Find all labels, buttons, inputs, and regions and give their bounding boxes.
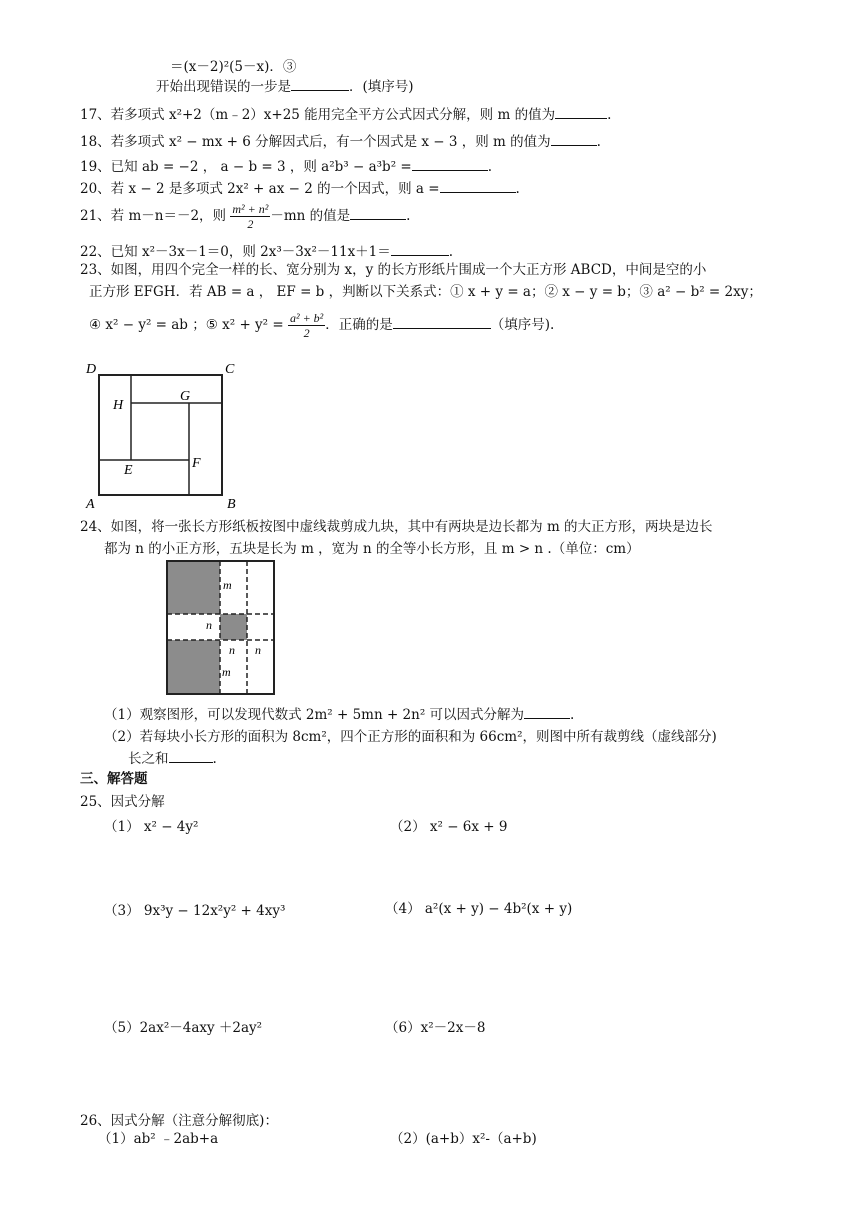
q25-part5: （5）2ax²－4axy ＋2ay² <box>104 1020 263 1036</box>
fig24-label-n-right: n <box>255 643 261 657</box>
q16-line2 <box>156 76 414 96</box>
q23-line3-end: （填序号). <box>490 317 555 333</box>
q16-line1: ＝(x－2)²(5－x)．③ <box>170 59 297 75</box>
fig24-label-m-bottom: m <box>222 665 231 679</box>
q23-answer-blank[interactable] <box>393 314 491 329</box>
q23-line2: 正方形 EFGH．若 AB = a ， EF = b ，判断以下关系式：① x + y = a；② x − y = b；③ a² − b² = 2xy； <box>89 284 762 300</box>
q16-line2-suffix: ．(填序号) <box>349 79 414 95</box>
fig24-label-m-top: m <box>223 578 232 592</box>
q17-end: . <box>607 107 612 123</box>
q16-line2-prefix: 开始出现错误的一步是 <box>156 79 291 95</box>
q21-fraction-numerator: m² + n² <box>232 202 269 216</box>
q24-sub2-answer-blank[interactable] <box>169 748 213 763</box>
fig23-label-H: H <box>113 398 124 413</box>
q21-suffix: －mn 的值是 <box>270 208 351 224</box>
q23-line3-suffix: ．正确的是 <box>325 317 393 333</box>
q23-line3 <box>89 307 554 343</box>
q23-fraction <box>288 311 325 340</box>
q23-fraction-denominator: 2 <box>303 326 310 340</box>
q24-line1: 24、如图，将一张长方形纸板按图中虚线裁剪成九块，其中有两块是边长都为 m 的大正方形，两块是边长 <box>80 519 713 535</box>
q18-answer-blank[interactable] <box>551 131 597 146</box>
q24-line2: 都为 n 的小正方形，五块是长为 m ，宽为 n 的全等小长方形，且 m > n .（单位：cm） <box>104 541 640 557</box>
q24-sub2-line2 <box>128 748 217 768</box>
q21-answer-blank[interactable] <box>350 205 406 220</box>
q18-end: . <box>596 134 601 150</box>
q18-text: 18、若多项式 x² − mx + 6 分解因式后，有一个因式是 x − 3 ，则 m 的值为 <box>80 134 551 150</box>
q18 <box>80 131 601 151</box>
q24-sub1-answer-blank[interactable] <box>524 704 570 719</box>
q23-line3-prefix: ④ x² − y² = ab ；⑤ x² + y² = <box>89 317 284 333</box>
q20 <box>80 178 520 198</box>
q19-answer-blank[interactable] <box>412 156 488 171</box>
q23-line1: 23、如图，用四个完全一样的长、宽分别为 x，y 的长方形纸片围成一个大正方形 ABCD，中间是空的小 <box>80 262 707 278</box>
q24-sub2-end: . <box>212 751 217 767</box>
q24-sub1 <box>104 704 574 724</box>
q25-part1: （1） x² − 4y² <box>104 819 199 835</box>
section-3-heading: 三、解答题 <box>80 771 148 787</box>
q25-part6: （6）x²－2x－8 <box>385 1020 486 1036</box>
q21-fraction <box>230 202 270 231</box>
q24-sub1-text: （1）观察图形，可以发现代数式 2m² + 5mn + 2n² 可以因式分解为 <box>104 707 525 723</box>
q20-text: 20、若 x − 2 是多项式 2x² + ax − 2 的一个因式，则 a = <box>80 181 440 197</box>
fig23-label-A: A <box>86 497 95 512</box>
q26-part1: （1）ab² ﹣2ab+a <box>98 1131 219 1147</box>
fig23-label-D: D <box>86 362 97 377</box>
q25-title: 25、因式分解 <box>80 794 165 810</box>
q22-end: . <box>448 244 454 260</box>
q22-text: 22、已知 x²－3x－1＝0，则 2x³－3x²－11x＋1＝ <box>80 244 391 260</box>
q21-prefix: 21、若 m－n＝－2，则 <box>80 208 227 224</box>
q19-text: 19、已知 ab = −2 ， a − b = 3 ，则 a²b³ − a³b² = <box>80 159 412 175</box>
figure-23-square-diagram <box>80 356 250 512</box>
fig23-label-F: F <box>192 456 201 471</box>
fig23-label-E: E <box>124 463 133 478</box>
q17 <box>80 104 611 124</box>
q22-answer-blank[interactable] <box>391 241 449 256</box>
fig24-label-n-mid: n <box>229 643 235 657</box>
fig23-label-B: B <box>227 497 236 512</box>
figure-24-cutting-diagram <box>165 559 277 697</box>
q19-end: . <box>487 159 493 175</box>
q21-fraction-denominator: 2 <box>247 217 254 231</box>
q17-text: 17、若多项式 x²+2（m﹣2）x+25 能用完全平方公式因式分解，则 m 的值为 <box>80 107 556 123</box>
q23-fraction-numerator: a² + b² <box>289 311 324 325</box>
q20-end: . <box>515 181 520 197</box>
q24-sub1-end: . <box>570 707 575 723</box>
q26-title: 26、因式分解（注意分解彻底)： <box>80 1113 278 1129</box>
q25-part4: （4） a²(x + y) − 4b²(x + y) <box>385 901 573 917</box>
q21-end: . <box>406 208 411 224</box>
q16-answer-blank[interactable] <box>291 76 349 91</box>
q26-part2: （2）(a+b）x²-（a+b) <box>390 1131 537 1147</box>
q20-answer-blank[interactable] <box>440 178 516 193</box>
q25-part2: （2） x² − 6x + 9 <box>390 819 508 835</box>
fig24-label-n-left: n <box>206 618 212 632</box>
q25-part3: （3） 9x³y − 12x²y² + 4xy³ <box>104 903 286 919</box>
q21 <box>80 199 410 233</box>
q22 <box>80 241 453 261</box>
q24-sub2-line2-prefix: 长之和 <box>128 751 169 767</box>
q17-answer-blank[interactable] <box>555 104 607 119</box>
fig23-label-G: G <box>180 389 191 404</box>
q19 <box>80 156 492 176</box>
q24-sub2-line1: （2）若每块小长方形的面积为 8cm²，四个正方形的面积和为 66cm²，则图中所有裁剪线（虚线部分) <box>104 729 717 745</box>
fig23-label-C: C <box>225 362 235 377</box>
